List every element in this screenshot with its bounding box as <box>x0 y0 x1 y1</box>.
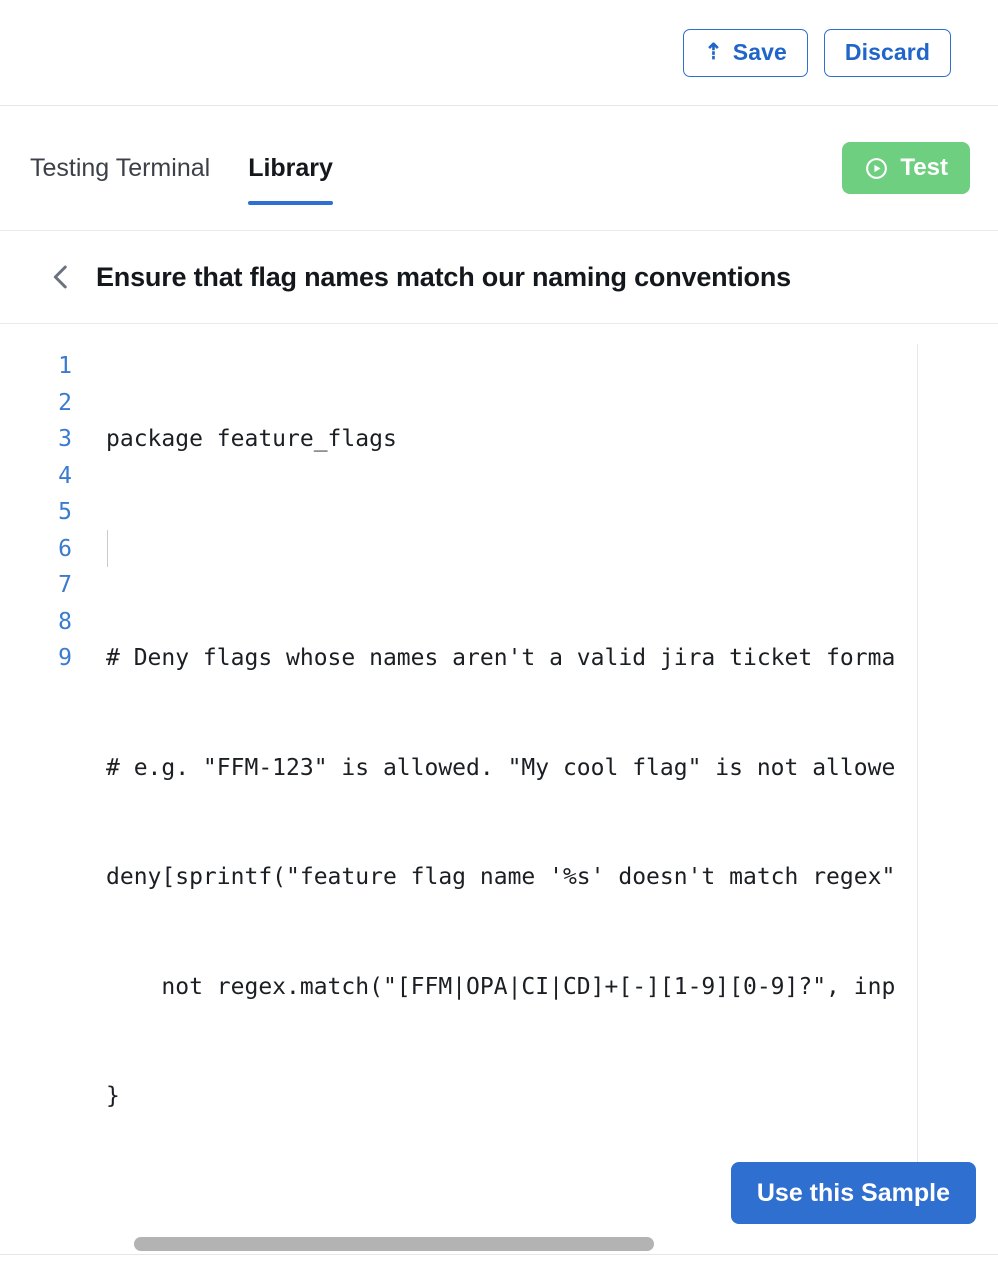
test-button[interactable] <box>842 142 970 194</box>
library-panel <box>0 105 998 1255</box>
horizontal-scrollbar[interactable] <box>0 1232 998 1254</box>
editor-wrap-ruler <box>917 344 918 1196</box>
line-number-gutter <box>0 348 86 1254</box>
horizontal-scrollbar-thumb[interactable] <box>134 1237 654 1251</box>
test-button-label: Test <box>900 154 948 181</box>
panel-tab-row <box>0 106 998 231</box>
play-circle-icon <box>864 156 889 181</box>
code-line <box>106 531 998 568</box>
chevron-left-icon[interactable] <box>44 260 78 294</box>
line-number: 8 <box>58 608 72 635</box>
line-number: 3 <box>58 426 72 452</box>
line-number: 9 <box>58 645 72 671</box>
code-line: } <box>106 1083 120 1109</box>
save-button[interactable] <box>683 29 808 77</box>
code-line: package feature_flags <box>106 426 397 452</box>
code-editor[interactable] <box>0 324 998 1254</box>
line-number: 6 <box>58 535 72 562</box>
line-number: 7 <box>58 572 72 598</box>
page-title: Ensure that flag names match our naming conventions <box>96 261 791 292</box>
use-this-sample-button[interactable] <box>731 1162 976 1224</box>
sample-title-row <box>0 231 998 324</box>
line-number: 1 <box>58 353 72 379</box>
line-number: 5 <box>58 499 72 525</box>
use-this-sample-label: Use this Sample <box>756 1178 950 1207</box>
discard-button-label: Discard <box>844 39 930 65</box>
line-number: 2 <box>58 389 72 416</box>
discard-button[interactable] <box>824 29 951 77</box>
code-line: # e.g. "FFM-123" is allowed. "My cool flag" is not allowe <box>106 754 896 781</box>
code-line: deny[sprintf("feature flag name '%s' doesn't match regex" <box>106 864 896 890</box>
top-action-bar <box>0 0 998 105</box>
code-content[interactable] <box>86 348 998 1254</box>
save-button-label: Save <box>732 39 787 65</box>
upload-arrow-icon: ⇡ <box>704 38 723 64</box>
indent-guide <box>107 530 108 567</box>
code-line: # Deny flags whose names aren't a valid jira ticket forma <box>106 645 896 671</box>
tab-library[interactable] <box>248 106 333 230</box>
line-number: 4 <box>58 462 72 489</box>
tab-testing-terminal-label: Testing Terminal <box>30 153 211 182</box>
tab-library-label: Library <box>248 153 333 182</box>
code-line: not regex.match("[FFM|OPA|CI|CD]+[-][1-9][0-9]?", inp <box>106 973 896 1000</box>
tab-testing-terminal[interactable] <box>30 106 210 230</box>
